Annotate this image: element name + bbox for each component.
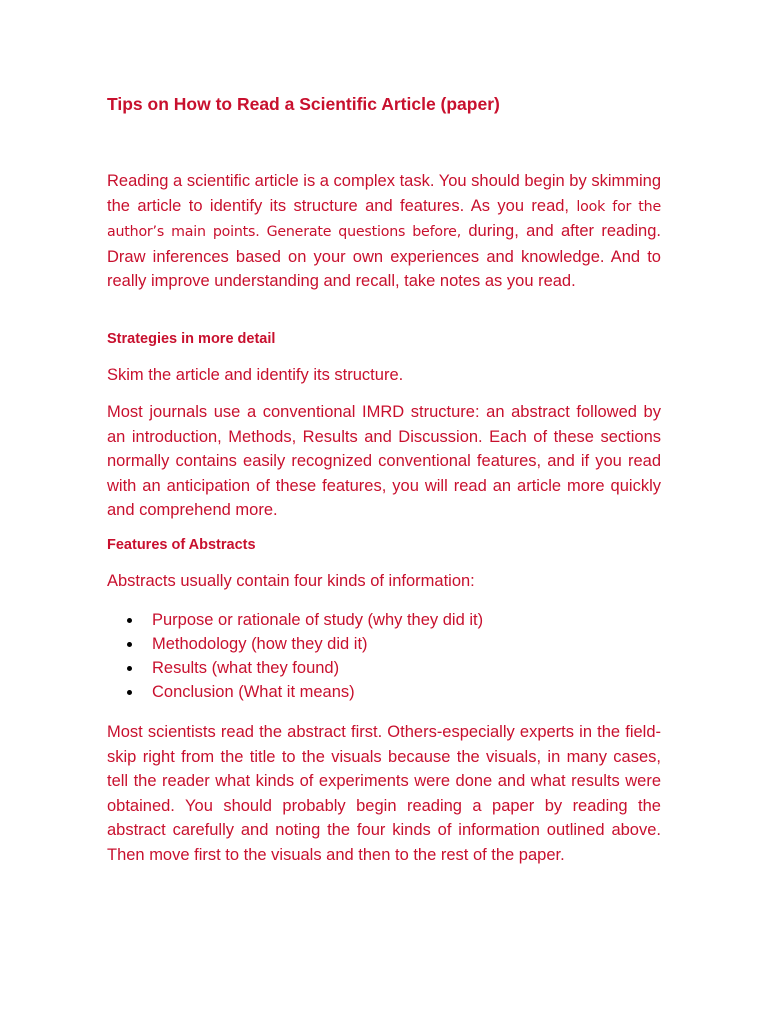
abstracts-intro: Abstracts usually contain four kinds of information:: [107, 572, 475, 590]
list-item-text: Results (what they found): [152, 659, 340, 677]
intro-paragraph: [107, 169, 661, 294]
page-title: Tips on How to Read a Scientific Article (paper): [107, 94, 500, 114]
list-item: [107, 656, 661, 680]
bullet-icon: [127, 690, 132, 695]
list-item-text: Conclusion (What it means): [152, 683, 355, 701]
closing-paragraph: Most scientists read the abstract first. Others-especially experts in the field- skip right from the title to the visuals because the visuals, in many cases, tell the reader what kinds of experiments were done and what results were obtained. You should probably begin reading a paper by reading the abstract carefully and noting the four kinds of information outlined above. Then move first to the visuals and then to the rest of the paper.: [107, 723, 661, 864]
list-item: [107, 632, 661, 656]
intro-text-part3: during, and after reading. Draw inferences based on your own experiences and knowledge. And to really improve understanding and recall, take notes as you read.: [107, 222, 661, 290]
list-item: [107, 608, 661, 632]
intro-text-part1: Reading a scientific article is a complex task. You should begin by skimming the article to identify its structure and features. As you read,: [107, 172, 661, 215]
intro-text-emphasis: look for the author’s main points. Generate questions before,: [107, 198, 661, 240]
list-item: [107, 680, 661, 704]
skim-line: Skim the article and identify its structure.: [107, 366, 404, 384]
bullet-icon: [127, 618, 132, 623]
abstract-features-list: [107, 608, 661, 704]
imrd-paragraph: Most journals use a conventional IMRD structure: an abstract followed by an introduction, Methods, Results and Discussion. Each of these sections normally contains easily recognized conventional features, and if you read with an anticipation of these features, you will read an article more quickly and comprehend more.: [107, 403, 661, 519]
list-item-text: Purpose or rationale of study (why they did it): [152, 611, 484, 629]
bullet-icon: [127, 642, 132, 647]
strategies-heading: Strategies in more detail: [107, 331, 276, 347]
bullet-icon: [127, 666, 132, 671]
list-item-text: Methodology (how they did it): [152, 635, 368, 653]
abstracts-heading: Features of Abstracts: [107, 537, 256, 553]
